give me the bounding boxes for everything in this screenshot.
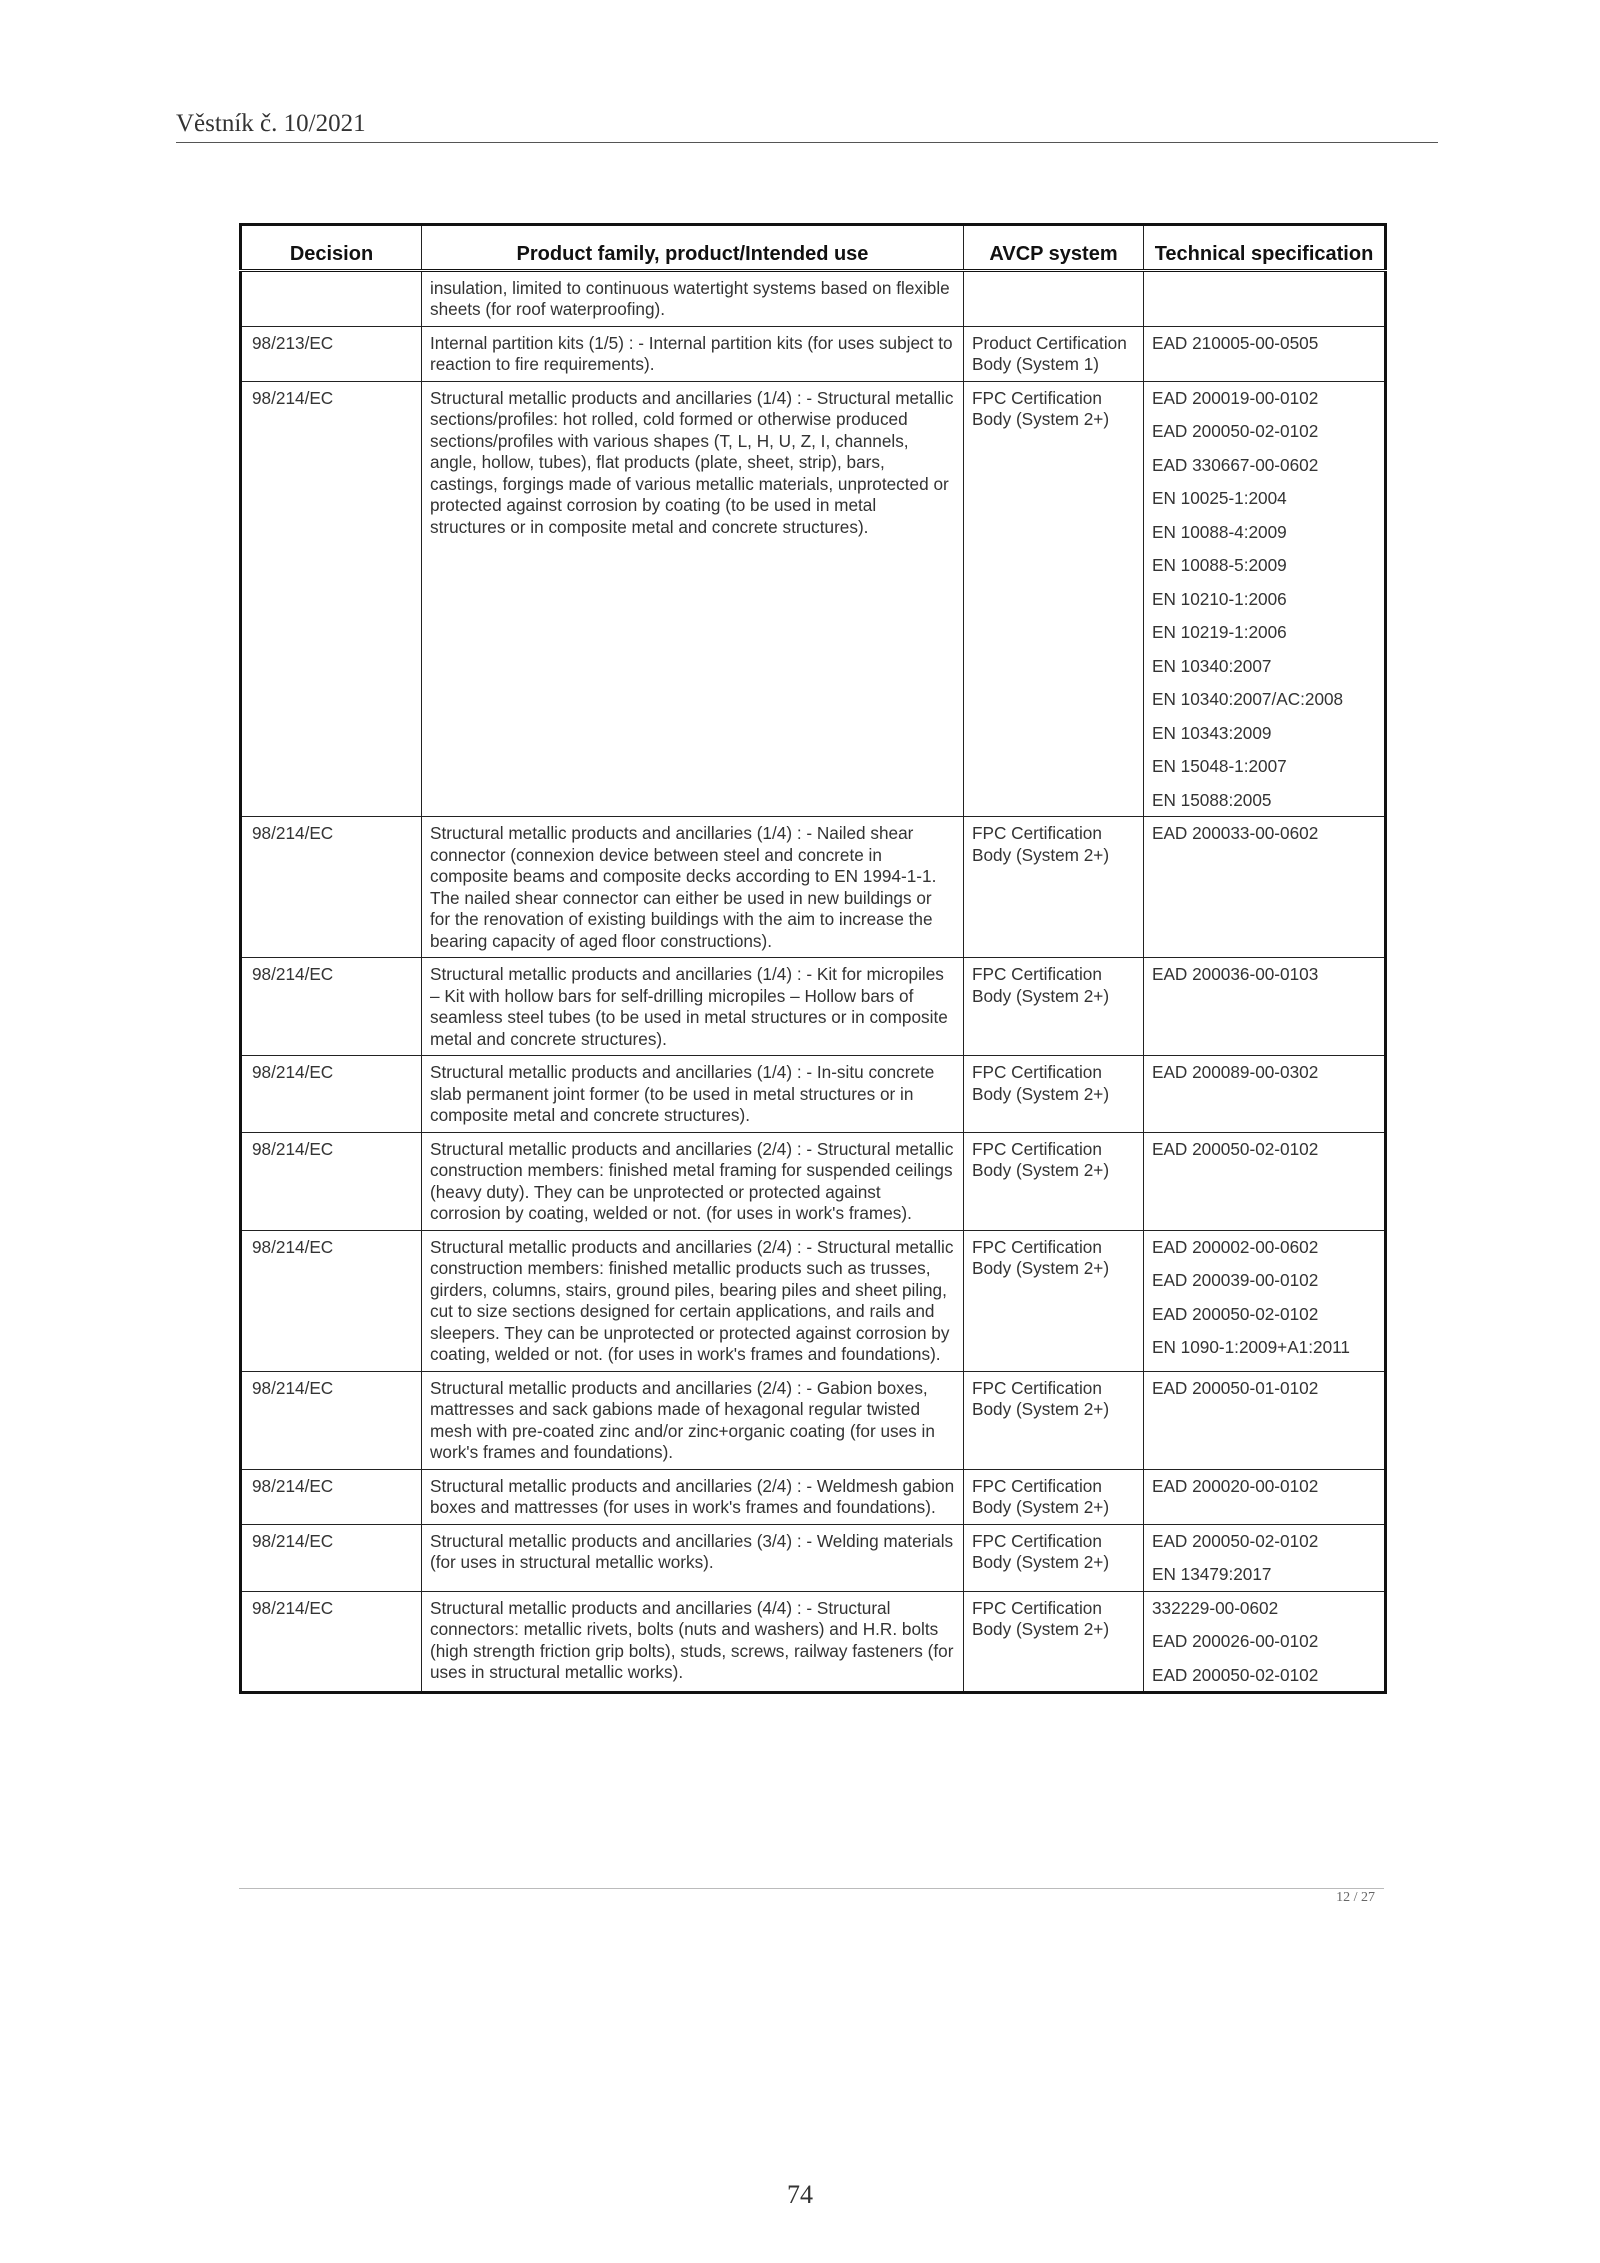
avcp-cell: Product Certification Body (System 1) — [964, 326, 1144, 381]
avcp-cell: FPC Certification Body (System 2+) — [964, 381, 1144, 817]
specification-item: EAD 200033-00-0602 — [1152, 823, 1319, 843]
specification-item: EAD 200050-01-0102 — [1152, 1377, 1319, 1398]
specification-table-container — [239, 223, 1387, 1694]
avcp-cell: FPC Certification Body (System 2+) — [964, 817, 1144, 958]
avcp-cell: FPC Certification Body (System 2+) — [964, 1132, 1144, 1230]
product-cell: insulation, limited to continuous watertight systems based on flexible sheets (for roof waterproofing). — [422, 270, 964, 326]
footer-divider — [239, 1888, 1384, 1889]
table-header-row — [241, 225, 1386, 271]
product-cell: Structural metallic products and ancillaries (2/4) : - Structural metallic construction members: finished metal framing for suspended ceilings (heavy duty). They can be unprotected or protected against corrosion by coating, welded or not. (for uses in work's frames). — [422, 1132, 964, 1230]
specification-item: EAD 200019-00-0102 — [1152, 387, 1319, 408]
technical-specification-cell — [1144, 1056, 1386, 1133]
specification-item: EAD 200036-00-0103 — [1152, 964, 1319, 984]
technical-specification-cell — [1144, 1230, 1386, 1371]
decision-cell: 98/214/EC — [241, 1132, 422, 1230]
decision-cell: 98/214/EC — [241, 1056, 422, 1133]
decision-cell: 98/214/EC — [241, 1591, 422, 1693]
avcp-cell: FPC Certification Body (System 2+) — [964, 1056, 1144, 1133]
specification-item: EAD 200089-00-0302 — [1152, 1062, 1319, 1082]
decision-cell: 98/214/EC — [241, 1469, 422, 1524]
technical-specification-cell — [1144, 1591, 1386, 1693]
table-row — [241, 1132, 1386, 1230]
header-decision: Decision — [241, 225, 422, 271]
specification-item: EAD 200039-00-0102 — [1152, 1270, 1319, 1290]
table-row — [241, 1371, 1386, 1469]
specification-item: EN 10343:2009 — [1152, 722, 1272, 743]
avcp-cell: FPC Certification Body (System 2+) — [964, 1591, 1144, 1693]
specification-item: EN 10219-1:2006 — [1152, 622, 1287, 642]
specification-item: EAD 330667-00-0602 — [1152, 454, 1319, 475]
technical-specification-cell — [1144, 381, 1386, 817]
specification-item: 332229-00-0602 — [1152, 1597, 1279, 1618]
specification-item: EAD 200002-00-0602 — [1152, 1236, 1319, 1257]
specification-item: EN 10088-5:2009 — [1152, 555, 1287, 575]
product-cell: Internal partition kits (1/5) : - Internal partition kits (for uses subject to reaction to fire requirements). — [422, 326, 964, 381]
technical-specification-cell — [1144, 326, 1386, 381]
product-cell: Structural metallic products and ancillaries (2/4) : - Gabion boxes, mattresses and sack gabions made of hexagonal regular twisted mesh with pre-coated zinc and/or zinc+organic coating (for uses in work's frames and foundations). — [422, 1371, 964, 1469]
specification-item: EN 10340:2007 — [1152, 655, 1272, 676]
product-cell: Structural metallic products and ancillaries (1/4) : - Structural metallic sections/profiles: hot rolled, cold formed or otherwise produced sections/profiles with various shapes (T, L, H, U, Z, I, channels, angle, hollow, tubes), flat products (plate, sheet, strip), bars, castings, forgings made of various metallic materials, unprotected or protected against corrosion by coating (to be used in metal structures or in composite metal and concrete structures). — [422, 381, 964, 817]
table-row — [241, 381, 1386, 817]
technical-specification-cell — [1144, 270, 1386, 326]
avcp-cell: FPC Certification Body (System 2+) — [964, 1371, 1144, 1469]
table-row — [241, 1524, 1386, 1591]
technical-specification-cell — [1144, 1132, 1386, 1230]
specification-item: EAD 200020-00-0102 — [1152, 1475, 1319, 1496]
table-body — [241, 270, 1386, 1693]
product-cell: Structural metallic products and ancillaries (1/4) : - Nailed shear connector (connexion device between steel and concrete in composite beams and composite decks according to EN 1994-1-1. The nailed shear connector can either be used in new buildings or for the renovation of existing buildings with the aim to increase the bearing capacity of aged floor constructions). — [422, 817, 964, 958]
avcp-cell: FPC Certification Body (System 2+) — [964, 958, 1144, 1056]
specification-item: EAD 200050-02-0102 — [1152, 1530, 1319, 1551]
decision-cell: 98/214/EC — [241, 1524, 422, 1591]
specification-item: EN 13479:2017 — [1152, 1564, 1272, 1584]
header-product: Product family, product/Intended use — [422, 225, 964, 271]
avcp-cell: FPC Certification Body (System 2+) — [964, 1230, 1144, 1371]
decision-cell — [241, 270, 422, 326]
decision-cell: 98/214/EC — [241, 817, 422, 958]
decision-cell: 98/214/EC — [241, 958, 422, 1056]
technical-specification-cell — [1144, 1524, 1386, 1591]
table-row — [241, 817, 1386, 958]
product-cell: Structural metallic products and ancillaries (3/4) : - Welding materials (for uses in structural metallic works). — [422, 1524, 964, 1591]
avcp-cell: FPC Certification Body (System 2+) — [964, 1469, 1144, 1524]
product-cell: Structural metallic products and ancillaries (4/4) : - Structural connectors: metallic rivets, bolts (nuts and washers) and H.R. bolts (high strength friction grip bolts), studs, screws, railway fasteners (for uses in structural metallic works). — [422, 1591, 964, 1693]
specification-item: EN 15088:2005 — [1152, 789, 1272, 810]
journal-title: Věstník č. 10/2021 — [176, 110, 366, 137]
decision-cell: 98/214/EC — [241, 381, 422, 817]
table-row — [241, 1591, 1386, 1693]
decision-cell: 98/213/EC — [241, 326, 422, 381]
technical-specification-cell — [1144, 958, 1386, 1056]
specification-table — [239, 223, 1387, 1694]
technical-specification-cell — [1144, 1469, 1386, 1524]
technical-specification-cell — [1144, 1371, 1386, 1469]
avcp-cell: FPC Certification Body (System 2+) — [964, 1524, 1144, 1591]
product-cell: Structural metallic products and ancillaries (1/4) : - Kit for micropiles – Kit with hollow bars for self-drilling micropiles – Hollow bars of seamless steel tubes (to be used in metal structures or in composite metal and concrete structures). — [422, 958, 964, 1056]
table-row — [241, 958, 1386, 1056]
avcp-cell — [964, 270, 1144, 326]
table-row — [241, 326, 1386, 381]
page-fraction: 12 / 27 — [1336, 1890, 1375, 1905]
technical-specification-cell — [1144, 817, 1386, 958]
product-cell: Structural metallic products and ancillaries (1/4) : - In-situ concrete slab permanent joint former (to be used in metal structures or in composite metal and concrete structures). — [422, 1056, 964, 1133]
table-row — [241, 1469, 1386, 1524]
page-header — [176, 110, 1438, 143]
specification-item: EN 15048-1:2007 — [1152, 756, 1287, 776]
specification-item: EN 10340:2007/AC:2008 — [1152, 689, 1344, 709]
specification-item: EN 10088-4:2009 — [1152, 521, 1287, 542]
table-row — [241, 1056, 1386, 1133]
specification-item: EAD 200050-02-0102 — [1152, 421, 1319, 441]
specification-item: EAD 210005-00-0505 — [1152, 332, 1319, 353]
product-cell: Structural metallic products and ancillaries (2/4) : - Structural metallic construction members: finished metallic products such as trusses, girders, columns, stairs, ground piles, bearing piles and sheet piling, cut to size sections designed for certain applications, and rails and sleepers. They can be unprotected or protected against corrosion by coating, welded or not. (for uses in work's frames and foundations). — [422, 1230, 964, 1371]
specification-item: EN 10025-1:2004 — [1152, 488, 1287, 508]
specification-item: EAD 200050-02-0102 — [1152, 1664, 1319, 1685]
product-cell: Structural metallic products and ancillaries (2/4) : - Weldmesh gabion boxes and mattresses (for uses in work's frames and foundations). — [422, 1469, 964, 1524]
decision-cell: 98/214/EC — [241, 1371, 422, 1469]
specification-item: EAD 200050-02-0102 — [1152, 1138, 1319, 1159]
table-row — [241, 270, 1386, 326]
specification-item: EN 1090-1:2009+A1:2011 — [1152, 1337, 1350, 1357]
decision-cell: 98/214/EC — [241, 1230, 422, 1371]
table-row — [241, 1230, 1386, 1371]
page-number: 74 — [787, 2180, 813, 2209]
header-technical-specification: Technical specification — [1144, 225, 1386, 271]
header-avcp: AVCP system — [964, 225, 1144, 271]
specification-item: EAD 200050-02-0102 — [1152, 1303, 1319, 1324]
specification-item: EAD 200026-00-0102 — [1152, 1631, 1319, 1651]
specification-item: EN 10210-1:2006 — [1152, 588, 1287, 609]
